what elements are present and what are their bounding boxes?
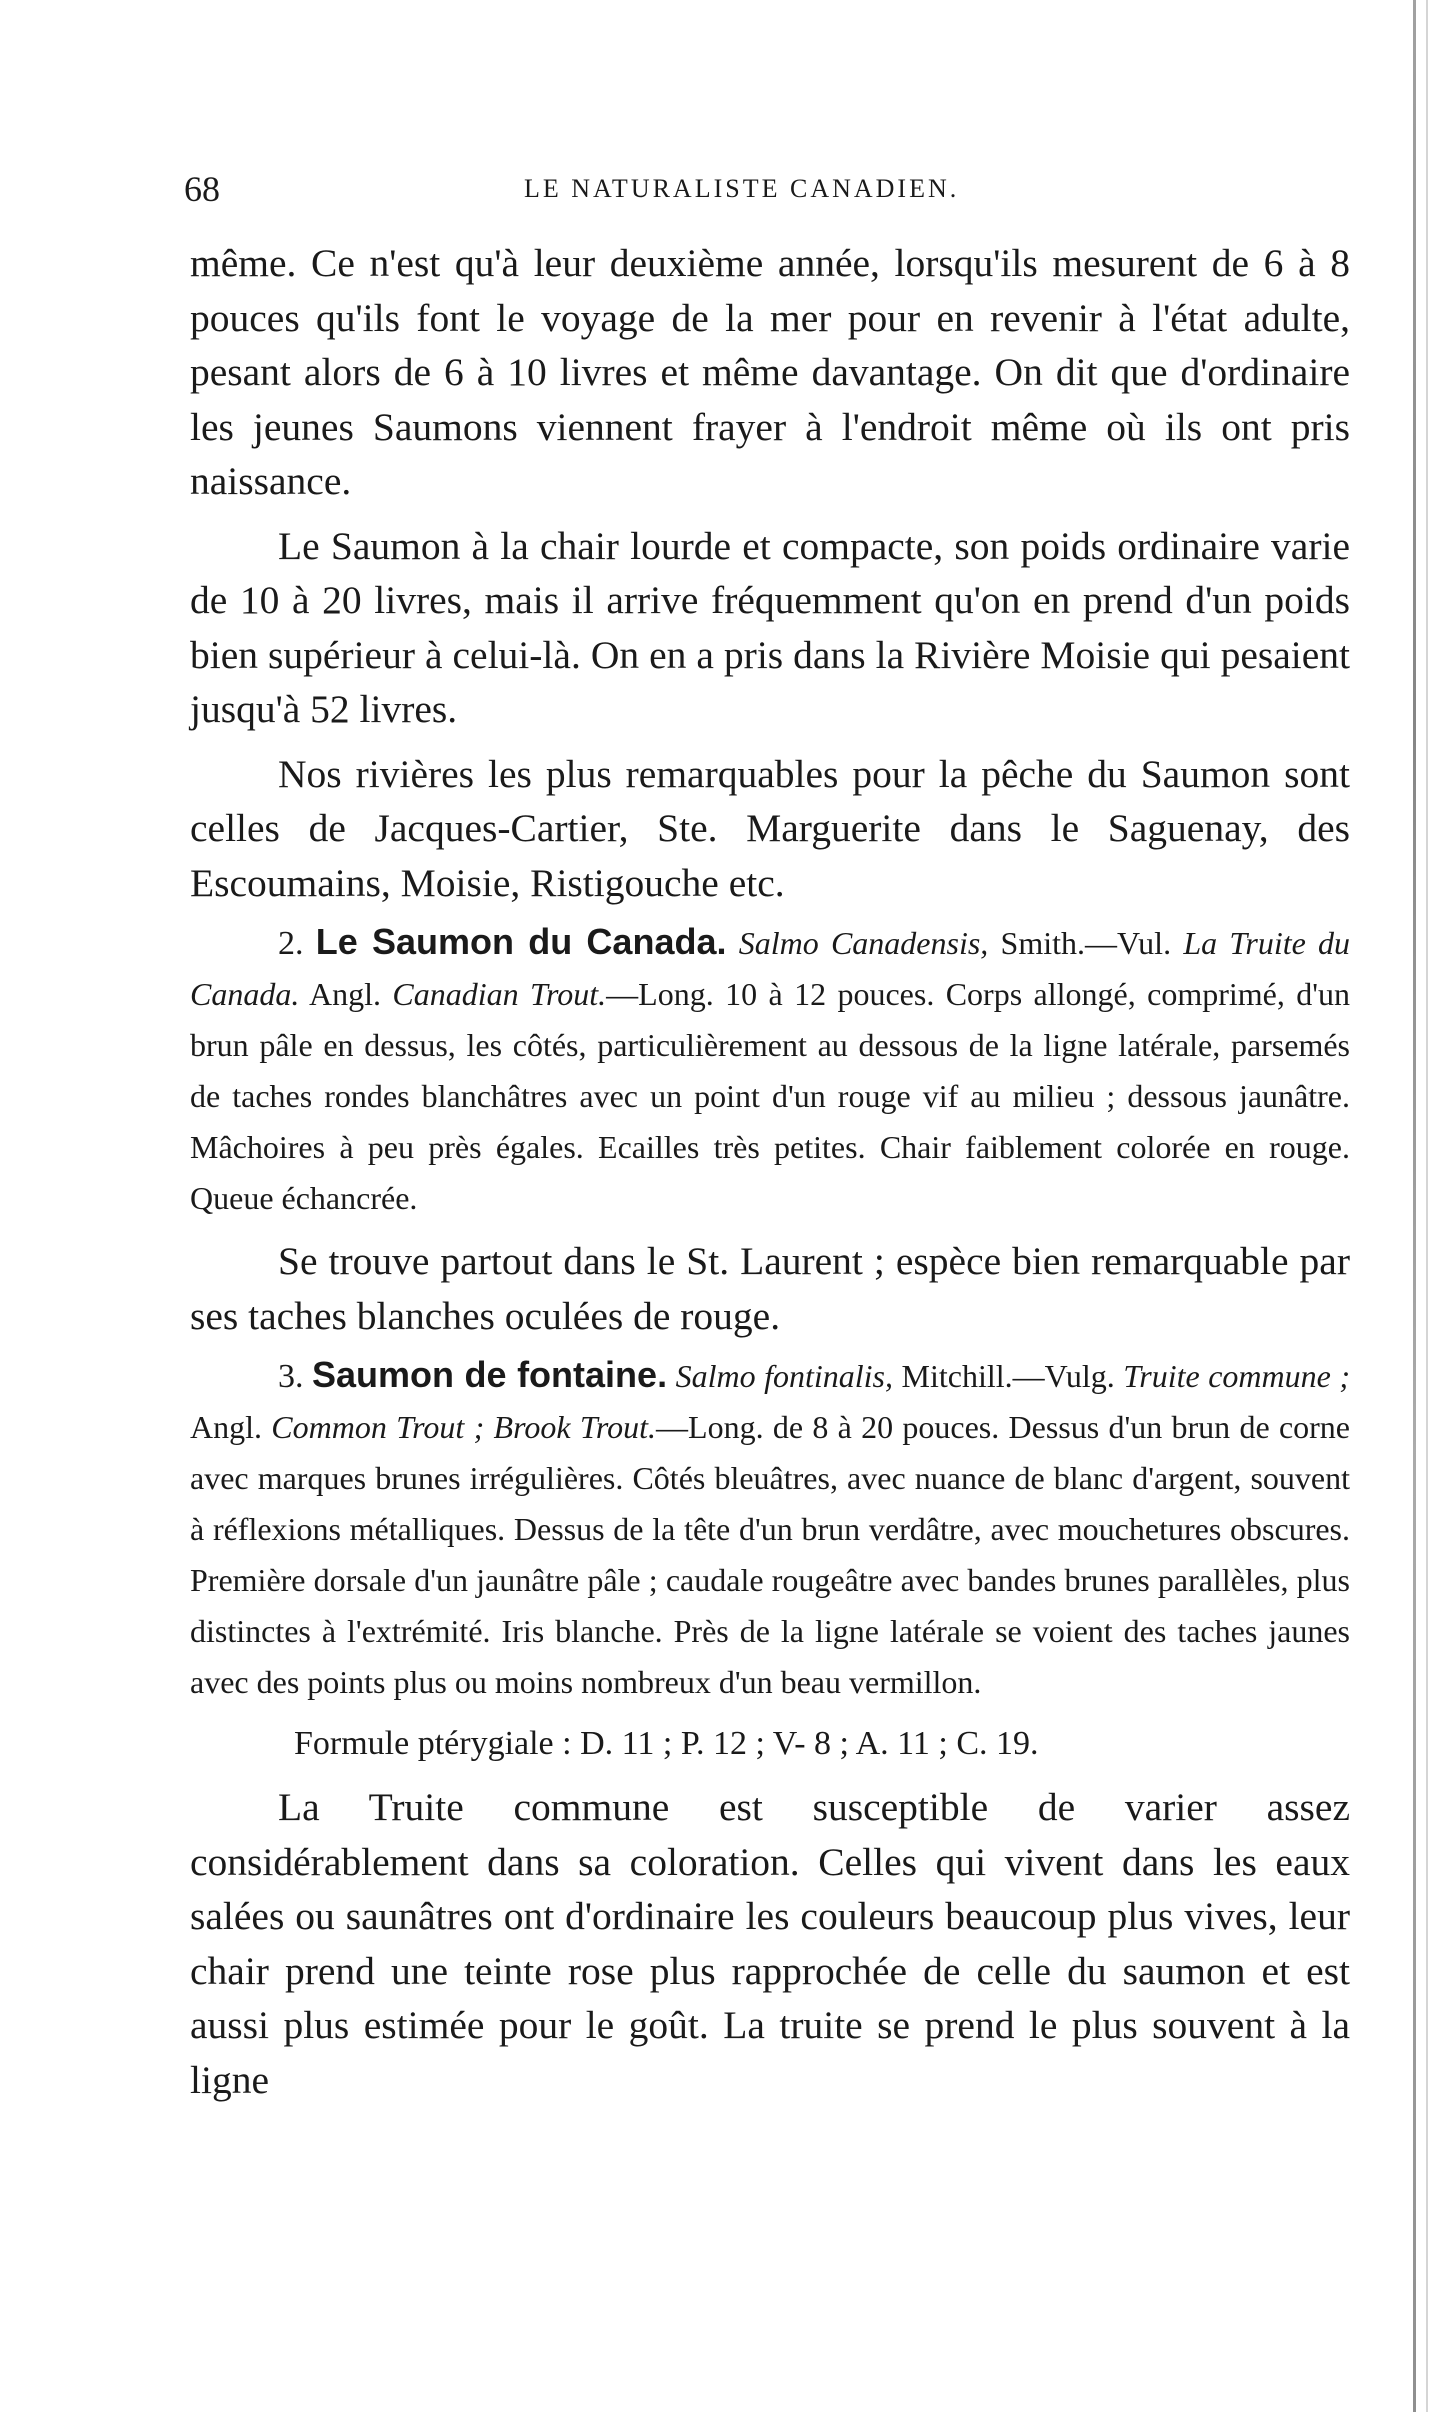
common-name: Truite commune ; — [1123, 1358, 1351, 1394]
species-number: 3. — [278, 1358, 304, 1395]
latin-name: Salmo Canadensis, — [738, 925, 989, 961]
page-number: 68 — [184, 169, 220, 209]
paragraph-2: Le Saumon à la chair lourde et compacte, son poids ordinaire varie de 10 à 20 livres, mais il arrive fréquemment qu'on en prend d'un poids bien supérieur à celui-là. On en a pris dans la Rivière Moisie qui pesaient jusqu'à 52 livres. — [190, 523, 1350, 731]
paragraph-1: même. Ce n'est qu'à leur deuxième année, lorsqu'ils mesurent de 6 à 8 pouces qu'ils font le voyage de la mer pour en revenir à l'état adulte, pesant alors de 6 à 10 livres et même davantage. On dit que d'ordinaire les jeunes Saumons viennent frayer à l'endroit même où ils ont pris naissance. — [190, 241, 1350, 503]
english-name: Common Trout ; Brook Trout. — [271, 1409, 657, 1445]
angl-label: Angl. — [190, 1409, 272, 1445]
page-edge-shadow-secondary — [1426, 0, 1428, 2412]
species-name: Saumon de fontaine. — [312, 1354, 668, 1395]
species-description: —Long. de 8 à 20 pouces. Dessus d'un brun de corne avec marques brunes irrégulières. Côtés bleuâtres, avec nuance de blanc d'argent, souvent à réflexions métalliques. Dessus de la tête d'un brun verdâtre, avec mouchetures obscures. Première dorsale d'un jaunâtre pâle ; caudale rougeâtre avec bandes brunes parallèles, plus distinctes à l'extrémité. Iris blanche. Près de la ligne latérale se voient des taches jaunes avec des points plus ou moins nombreux d'un beau vermillon. — [190, 1409, 1350, 1700]
species-name: Le Saumon du Canada. — [315, 921, 727, 962]
species-entry-2 — [190, 916, 1350, 1224]
english-name: Canadian Trout. — [392, 976, 607, 1012]
page-edge-shadow — [1413, 0, 1416, 2412]
running-head: LE NATURALISTE CANADIEN. — [524, 174, 960, 203]
paragraph-4: Se trouve partout dans le St. Laurent ; espèce bien remarquable par ses taches blanches oculées de rouge. — [190, 1239, 1350, 1338]
species-description: —Long. 10 à 12 pouces. Corps allongé, comprimé, d'un brun pâle en dessus, les côtés, particulièrement au dessous de la ligne latérale, parsemés de taches rondes blanchâtres avec un point d'un rouge vif au milieu ; dessous jaunâtre. Mâchoires à peu près égales. Ecailles très petites. Chair faiblement colorée en rouge. Queue échancrée. — [190, 976, 1351, 1216]
species-author: Smith.—Vul. — [988, 925, 1184, 961]
fin-formula: Formule ptérygiale : D. 11 ; P. 12 ; V- 8 ; A. 11 ; C. 19. — [294, 1725, 1039, 1762]
common-name: La Truite du Canada. — [190, 925, 1351, 1012]
species-number: 2. — [278, 925, 304, 962]
latin-name: Salmo fontinalis, — [675, 1358, 894, 1394]
angl-label: Angl. — [299, 976, 393, 1012]
page-header — [184, 168, 1354, 218]
paragraph-3: Nos rivières les plus remarquables pour la pêche du Saumon sont celles de Jacques-Cartier, Ste. Marguerite dans le Saguenay, des Escoumains, Moisie, Ristigouche etc. — [190, 751, 1350, 905]
paragraph-5: La Truite commune est susceptible de varier assez considérablement dans sa coloration. Celles qui vivent dans les eaux salées ou saunâtres ont d'ordinaire les couleurs beaucoup plus vives, leur chair prend une teinte rose plus rapprochée de celle du saumon et est aussi plus estimée pour le goût. La truite se prend le plus souvent à la ligne — [190, 1785, 1350, 2102]
species-author: Mitchill.—Vulg. — [893, 1358, 1124, 1394]
species-entry-3 — [190, 1349, 1350, 1708]
page-body — [190, 236, 1350, 2107]
